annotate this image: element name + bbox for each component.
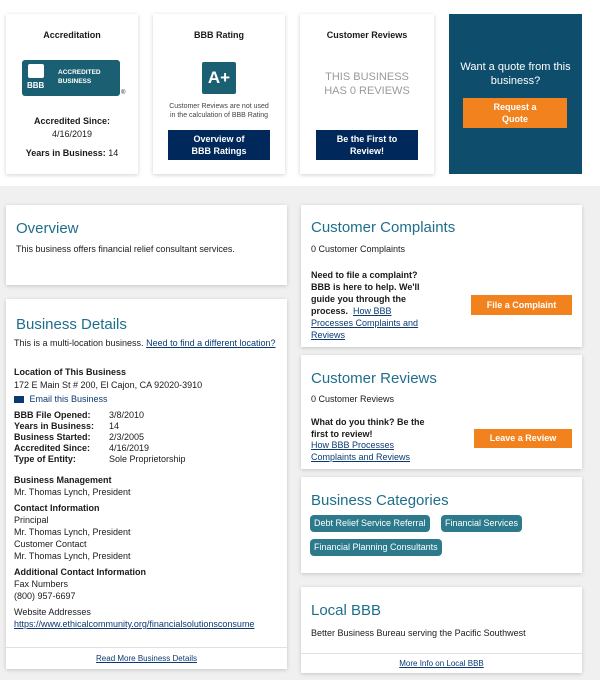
fact-value: Sole Proprietorship: [109, 454, 186, 464]
quote-prompt: Want a quote from this business?: [460, 61, 571, 87]
leave-review-button[interactable]: Leave a Review: [474, 429, 572, 448]
reviews-heading: Customer Reviews: [311, 370, 437, 387]
rating-grade-badge: A+: [202, 62, 236, 94]
file-complaint-button[interactable]: File a Complaint: [471, 295, 572, 315]
local-bbb-text: Better Business Bureau serving the Pacific Southwest: [311, 628, 526, 638]
local-bbb-more-link[interactable]: More Info on Local BBB: [301, 653, 582, 673]
fact-row: [14, 432, 274, 443]
request-quote-button[interactable]: Request a Quote: [463, 98, 567, 128]
years-row: [6, 148, 138, 158]
email-row[interactable]: [14, 394, 108, 404]
bbb-rating-card: [153, 14, 285, 174]
overview-ratings-button[interactable]: Overview of BBB Ratings: [168, 130, 270, 160]
contact-label: Contact Information: [14, 503, 100, 513]
customer-reviews-section: [301, 355, 582, 469]
quote-card: [449, 14, 582, 174]
read-more-details-link[interactable]: Read More Business Details: [6, 647, 287, 669]
fact-row: [14, 410, 274, 421]
customer-reviews-card: [300, 14, 434, 174]
email-business-link[interactable]: Email this Business: [29, 394, 108, 404]
local-bbb-heading: Local BBB: [311, 602, 382, 619]
contact-principal-name: Mr. Thomas Lynch, President: [14, 527, 131, 537]
registered-mark: ®: [121, 90, 126, 96]
fact-value: 3/8/2010: [109, 410, 145, 420]
multi-location-row: [14, 338, 276, 349]
reviews-count: 0 Customer Reviews: [311, 394, 395, 404]
rating-note: Customer Reviews are not used in the calculation of BBB Rating: [169, 103, 269, 119]
fact-label: Accredited Since:: [14, 443, 91, 453]
accredited-since-label: Accredited Since:: [33, 116, 111, 126]
management-label: Business Management: [14, 475, 112, 485]
overview-heading: Overview: [16, 220, 79, 237]
fact-row: [14, 421, 274, 432]
fact-label: Years in Business:: [14, 421, 95, 431]
seal-line1: ACCREDITED: [58, 69, 101, 76]
reviews-card-title: Customer Reviews: [326, 30, 408, 40]
complaint-prompt: Need to file a complaint? BBB is here to help. We'll guide you through the process.: [311, 270, 420, 316]
customer-complaints-card: [301, 205, 582, 347]
years-value: 14: [108, 148, 119, 158]
accredited-since-value: 4/16/2019: [51, 129, 93, 139]
websites-label: Website Addresses: [14, 607, 91, 617]
additional-contact-label: Additional Contact Information: [14, 567, 146, 577]
complaints-process-link[interactable]: How BBB Processes Complaints and Reviews: [311, 306, 419, 340]
categories-heading: Business Categories: [311, 492, 449, 509]
fact-label: BBB File Opened:: [14, 410, 91, 420]
rating-title: BBB Rating: [194, 30, 244, 40]
fax-value: (800) 957-6697: [14, 591, 76, 601]
accreditation-title: Accreditation: [43, 30, 101, 40]
complaints-heading: Customer Complaints: [311, 219, 456, 236]
accreditation-card: [6, 14, 138, 174]
multi-location-text: This is a multi-location business.: [14, 338, 144, 348]
management-value: Mr. Thomas Lynch, President: [14, 487, 131, 497]
reviews-process-link[interactable]: How BBB Processes Complaints and Reviews: [311, 440, 411, 462]
find-location-link[interactable]: Need to find a different location?: [146, 338, 276, 348]
envelope-icon: [14, 396, 24, 403]
website-link[interactable]: https://www.ethicalcommunity.org/financialsolutionsconsume: [14, 619, 255, 629]
fax-label: Fax Numbers: [14, 579, 69, 589]
seal-line2: BUSINESS: [58, 78, 92, 85]
contact-customer: Customer Contact: [14, 539, 87, 549]
location-label: Location of This Business: [14, 367, 127, 377]
fact-label: Type of Entity:: [14, 454, 76, 464]
review-prompt: What do you think? Be the first to review!: [311, 417, 425, 439]
contact-customer-name: Mr. Thomas Lynch, President: [14, 551, 131, 561]
fact-value: 2/3/2005: [109, 432, 145, 442]
local-bbb-card: [301, 587, 582, 673]
business-details-card: [6, 299, 287, 669]
address: 172 E Main St # 200, El Cajon, CA 92020-3910: [14, 380, 203, 390]
facts-list: [14, 410, 274, 465]
seal-brand: BBB: [27, 81, 45, 90]
business-categories-card: [301, 477, 582, 573]
first-review-button[interactable]: Be the First to Review!: [316, 130, 418, 160]
no-reviews-message: THIS BUSINESS HAS 0 REVIEWS: [324, 71, 410, 97]
category-chip[interactable]: Financial Services: [441, 515, 522, 532]
fact-label: Business Started:: [14, 432, 91, 442]
overview-card: [6, 205, 287, 285]
bbb-torch-icon: [28, 64, 44, 78]
fact-value: 14: [109, 421, 120, 431]
complaints-count: 0 Customer Complaints: [311, 244, 406, 254]
fact-row: [14, 443, 274, 454]
category-chip[interactable]: Financial Planning Consultants: [310, 539, 442, 556]
years-label: Years in Business:: [25, 148, 106, 158]
contact-principal: Principal: [14, 515, 49, 525]
details-heading: Business Details: [16, 316, 127, 333]
overview-text: This business offers financial relief consultant services.: [16, 244, 235, 254]
category-chip[interactable]: Debt Relief Service Referral: [310, 515, 430, 532]
fact-value: 4/16/2019: [109, 443, 150, 453]
fact-row: [14, 454, 274, 465]
accredited-business-seal: [22, 60, 120, 96]
